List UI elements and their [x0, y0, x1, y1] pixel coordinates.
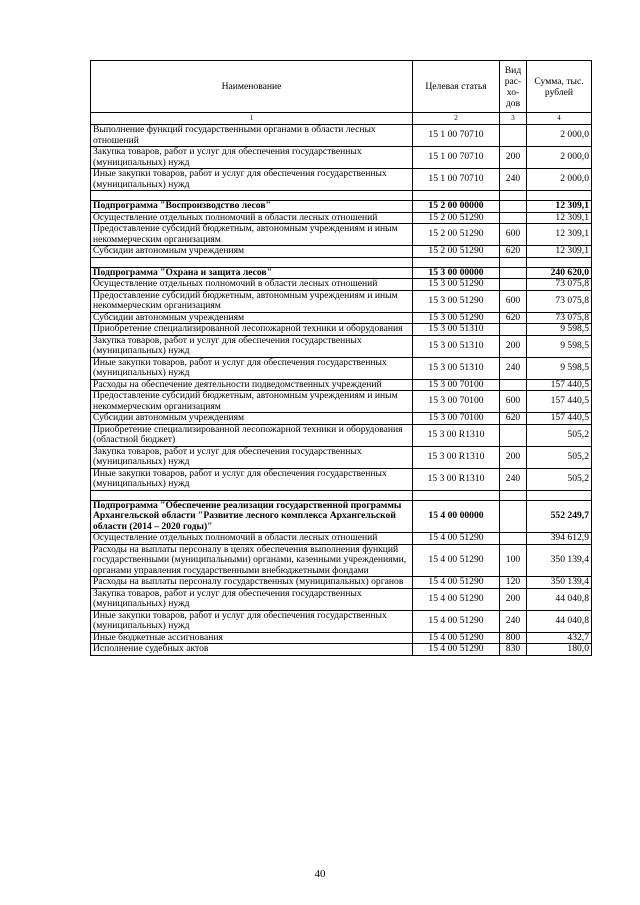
table-row: [91, 533, 592, 545]
table-row: [91, 544, 592, 577]
target-article-cell: 15 3 00 00000: [413, 267, 500, 279]
table-row: [91, 632, 592, 644]
table-row: [91, 610, 592, 632]
expense-type-cell: 240: [500, 357, 527, 379]
target-article-cell: 15 3 00 70100: [413, 413, 500, 425]
empty-cell: [500, 257, 527, 267]
header-sum: Сумма, тыс. рублей: [527, 61, 592, 113]
table-row: [91, 312, 592, 324]
sum-cell: 9 598,5: [527, 335, 592, 357]
name-cell: Закупка товаров, работ и услуг для обеспечения государственных (муниципальных) нужд: [91, 335, 413, 357]
expense-type-cell: [500, 201, 527, 213]
sum-cell: 44 040,8: [527, 610, 592, 632]
empty-cell: [527, 191, 592, 201]
column-number: 2: [413, 113, 500, 125]
target-article-cell: 15 4 00 51290: [413, 588, 500, 610]
expense-type-cell: 120: [500, 577, 527, 589]
expense-type-cell: 620: [500, 413, 527, 425]
expense-type-cell: [500, 212, 527, 224]
name-cell: Выполнение функций государственными органами в области лесных отношений: [91, 125, 413, 147]
name-cell: Иные закупки товаров, работ и услуг для обеспечения государственных (муниципальных) нужд: [91, 610, 413, 632]
target-article-cell: 15 4 00 51290: [413, 644, 500, 656]
header-name: Наименование: [91, 61, 413, 113]
name-cell: Осуществление отдельных полномочий в области лесных отношений: [91, 212, 413, 224]
target-article-cell: 15 4 00 51290: [413, 632, 500, 644]
target-article-cell: 15 4 00 00000: [413, 500, 500, 533]
target-article-cell: 15 3 00 51310: [413, 335, 500, 357]
target-article-cell: 15 4 00 51290: [413, 544, 500, 577]
empty-cell: [91, 257, 413, 267]
empty-cell: [91, 490, 413, 500]
sum-cell: 12 309,1: [527, 224, 592, 246]
spacer-row: [91, 191, 592, 201]
target-article-cell: 15 3 00 51290: [413, 290, 500, 312]
column-number: 1: [91, 113, 413, 125]
target-article-cell: 15 3 00 R1310: [413, 424, 500, 446]
name-cell: Предоставление субсидий бюджетным, автономным учреждениям и иным некоммерческим организациям: [91, 224, 413, 246]
name-cell: Иные бюджетные ассигнования: [91, 632, 413, 644]
sum-cell: 432,7: [527, 632, 592, 644]
empty-cell: [413, 257, 500, 267]
spacer-row: [91, 257, 592, 267]
expense-type-cell: [500, 279, 527, 291]
sum-cell: 44 040,8: [527, 588, 592, 610]
empty-cell: [500, 490, 527, 500]
name-cell: Расходы на выплаты персоналу государственных (муниципальных) органов: [91, 577, 413, 589]
expense-type-cell: [500, 267, 527, 279]
sum-cell: 9 598,5: [527, 357, 592, 379]
name-cell: Подпрограмма "Обеспечение реализации государственной программы Архангельской области "Развитие лесного комплекса Архангельской области (2014 – 2020 годы)": [91, 500, 413, 533]
sum-cell: 9 598,5: [527, 324, 592, 336]
target-article-cell: 15 3 00 70100: [413, 379, 500, 391]
table-row: [91, 290, 592, 312]
table-row: [91, 468, 592, 490]
page-number: 40: [314, 868, 326, 880]
name-cell: Субсидии автономным учреждениям: [91, 312, 413, 324]
expense-type-cell: [500, 379, 527, 391]
column-number-row: [91, 113, 592, 125]
name-cell: Иные закупки товаров, работ и услуг для обеспечения государственных (муниципальных) нужд: [91, 357, 413, 379]
target-article-cell: 15 1 00 70710: [413, 147, 500, 169]
name-cell: Приобретение специализированной лесопожарной техники и оборудования: [91, 324, 413, 336]
expense-type-cell: 200: [500, 335, 527, 357]
sum-cell: 12 309,1: [527, 212, 592, 224]
target-article-cell: 15 3 00 51290: [413, 279, 500, 291]
sum-cell: 350 139,4: [527, 577, 592, 589]
sum-cell: 240 620,0: [527, 267, 592, 279]
name-cell: Расходы на обеспечение деятельности подведомственных учреждений: [91, 379, 413, 391]
expense-type-cell: 600: [500, 290, 527, 312]
empty-cell: [527, 490, 592, 500]
expense-type-cell: 200: [500, 588, 527, 610]
target-article-cell: 15 4 00 51290: [413, 577, 500, 589]
target-article-cell: 15 1 00 70710: [413, 125, 500, 147]
table-row: [91, 147, 592, 169]
subprogram-row: [91, 267, 592, 279]
expense-type-cell: 100: [500, 544, 527, 577]
empty-cell: [500, 191, 527, 201]
target-article-cell: 15 4 00 51290: [413, 533, 500, 545]
table-row: [91, 169, 592, 191]
name-cell: Подпрограмма "Охрана и защита лесов": [91, 267, 413, 279]
name-cell: Субсидии автономным учреждениям: [91, 413, 413, 425]
expense-type-cell: 600: [500, 391, 527, 413]
target-article-cell: 15 2 00 00000: [413, 201, 500, 213]
table-body: [91, 125, 592, 656]
sum-cell: 157 440,5: [527, 413, 592, 425]
sum-cell: 552 249,7: [527, 500, 592, 533]
sum-cell: 505,2: [527, 446, 592, 468]
sum-cell: 2 000,0: [527, 125, 592, 147]
sum-cell: 505,2: [527, 424, 592, 446]
name-cell: Расходы на выплаты персоналу в целях обеспечения выполнения функций государственными (муниципальными) органами, казенными учреждениями, органами управления государственными внебюджетными фондами: [91, 544, 413, 577]
sum-cell: 394 612,9: [527, 533, 592, 545]
name-cell: Субсидии автономным учреждениям: [91, 246, 413, 258]
table-row: [91, 224, 592, 246]
expense-type-cell: [500, 424, 527, 446]
header-expense-type: Вид рас-хо-дов: [500, 61, 527, 113]
name-cell: Подпрограмма "Воспроизводство лесов": [91, 201, 413, 213]
expense-type-cell: 830: [500, 644, 527, 656]
target-article-cell: 15 3 00 51310: [413, 324, 500, 336]
expense-type-cell: 240: [500, 169, 527, 191]
expense-type-cell: [500, 125, 527, 147]
expense-type-cell: 200: [500, 147, 527, 169]
name-cell: Предоставление субсидий бюджетным, автономным учреждениям и иным некоммерческим организациям: [91, 290, 413, 312]
table-row: [91, 324, 592, 336]
target-article-cell: 15 4 00 51290: [413, 610, 500, 632]
table-row: [91, 413, 592, 425]
sum-cell: 73 075,8: [527, 312, 592, 324]
table-row: [91, 446, 592, 468]
header-target-article: Целевая статья: [413, 61, 500, 113]
empty-cell: [413, 191, 500, 201]
name-cell: Иные закупки товаров, работ и услуг для обеспечения государственных (муниципальных) нужд: [91, 169, 413, 191]
sum-cell: 2 000,0: [527, 169, 592, 191]
table-row: [91, 424, 592, 446]
name-cell: Приобретение специализированной лесопожарной техники и оборудования (областной бюджет): [91, 424, 413, 446]
sum-cell: 180,0: [527, 644, 592, 656]
table-row: [91, 212, 592, 224]
empty-cell: [91, 191, 413, 201]
table-row: [91, 246, 592, 258]
empty-cell: [527, 257, 592, 267]
subprogram-row: [91, 201, 592, 213]
target-article-cell: 15 2 00 51290: [413, 212, 500, 224]
sum-cell: 12 309,1: [527, 246, 592, 258]
budget-table: [90, 60, 592, 656]
sum-cell: 505,2: [527, 468, 592, 490]
table-row: [91, 391, 592, 413]
sum-cell: 157 440,5: [527, 391, 592, 413]
sum-cell: 73 075,8: [527, 279, 592, 291]
table-row: [91, 588, 592, 610]
target-article-cell: 15 2 00 51290: [413, 224, 500, 246]
name-cell: Осуществление отдельных полномочий в области лесных отношений: [91, 279, 413, 291]
sum-cell: 157 440,5: [527, 379, 592, 391]
expense-type-cell: 240: [500, 468, 527, 490]
expense-type-cell: 240: [500, 610, 527, 632]
target-article-cell: 15 3 00 51290: [413, 312, 500, 324]
spacer-row: [91, 490, 592, 500]
name-cell: Закупка товаров, работ и услуг для обеспечения государственных (муниципальных) нужд: [91, 446, 413, 468]
sum-cell: 2 000,0: [527, 147, 592, 169]
table-row: [91, 279, 592, 291]
name-cell: Осуществление отдельных полномочий в области лесных отношений: [91, 533, 413, 545]
subprogram-row: [91, 500, 592, 533]
table-row: [91, 577, 592, 589]
expense-type-cell: 200: [500, 446, 527, 468]
table-row: [91, 335, 592, 357]
expense-type-cell: [500, 324, 527, 336]
target-article-cell: 15 3 00 51310: [413, 357, 500, 379]
expense-type-cell: 620: [500, 312, 527, 324]
expense-type-cell: 600: [500, 224, 527, 246]
target-article-cell: 15 2 00 51290: [413, 246, 500, 258]
table-row: [91, 379, 592, 391]
table-row: [91, 125, 592, 147]
target-article-cell: 15 3 00 70100: [413, 391, 500, 413]
column-number: 4: [527, 113, 592, 125]
target-article-cell: 15 1 00 70710: [413, 169, 500, 191]
table-row: [91, 357, 592, 379]
column-number: 3: [500, 113, 527, 125]
expense-type-cell: 620: [500, 246, 527, 258]
target-article-cell: 15 3 00 R1310: [413, 468, 500, 490]
sum-cell: 12 309,1: [527, 201, 592, 213]
table-row: [91, 644, 592, 656]
target-article-cell: 15 3 00 R1310: [413, 446, 500, 468]
name-cell: Закупка товаров, работ и услуг для обеспечения государственных (муниципальных) нужд: [91, 588, 413, 610]
expense-type-cell: [500, 533, 527, 545]
empty-cell: [413, 490, 500, 500]
name-cell: Закупка товаров, работ и услуг для обеспечения государственных (муниципальных) нужд: [91, 147, 413, 169]
name-cell: Исполнение судебных актов: [91, 644, 413, 656]
expense-type-cell: [500, 500, 527, 533]
expense-type-cell: 800: [500, 632, 527, 644]
sum-cell: 73 075,8: [527, 290, 592, 312]
table-header-row: [91, 61, 592, 113]
name-cell: Иные закупки товаров, работ и услуг для обеспечения государственных (муниципальных) нужд: [91, 468, 413, 490]
sum-cell: 350 139,4: [527, 544, 592, 577]
name-cell: Предоставление субсидий бюджетным, автономным учреждениям и иным некоммерческим организациям: [91, 391, 413, 413]
